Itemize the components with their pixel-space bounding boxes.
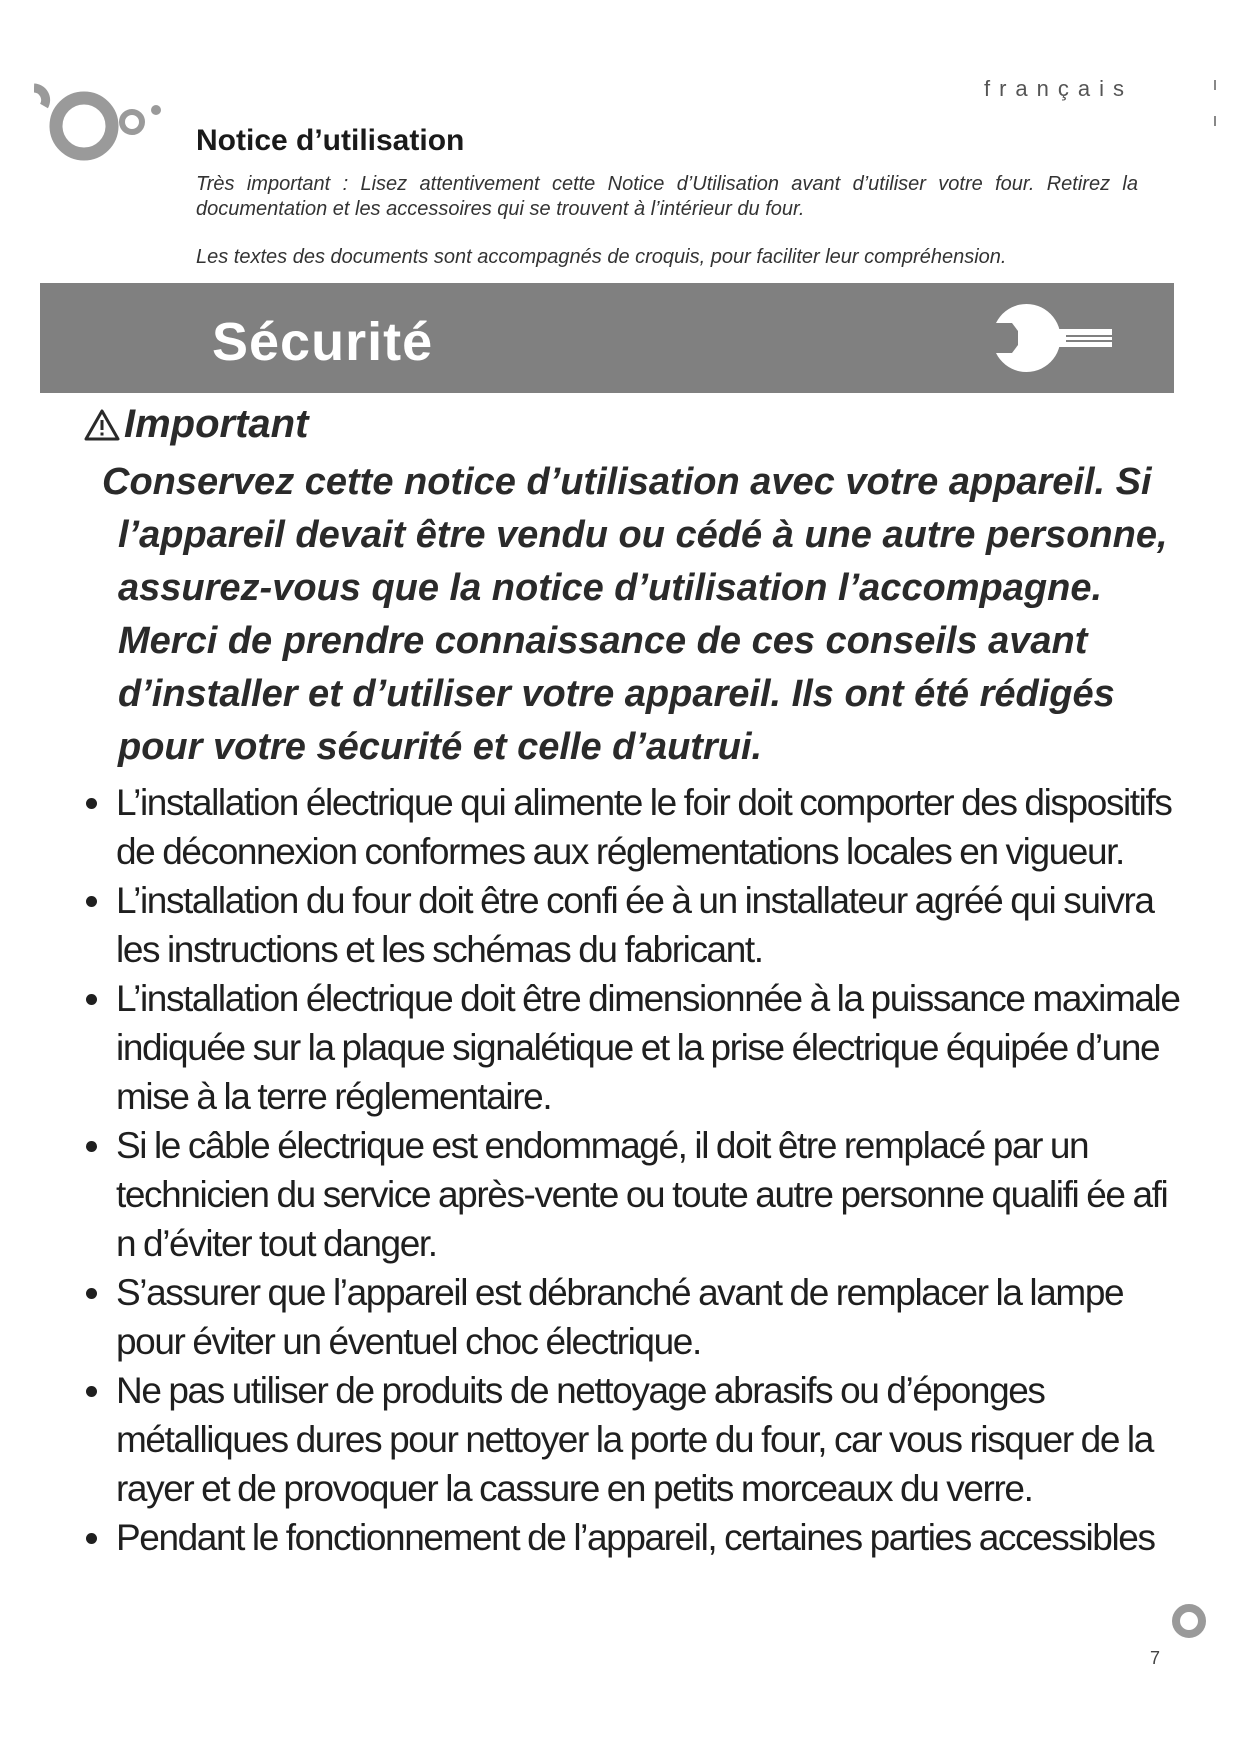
notice-note: Les textes des documents sont accompagnés de croquis, pour faciliter leur compréhension. xyxy=(196,246,1007,268)
important-heading xyxy=(84,402,308,447)
important-line: l’appareil devait être vendu ou cédé à une autre personne, xyxy=(118,514,1168,556)
notice-title: Notice d’utilisation xyxy=(196,124,465,157)
important-paragraph xyxy=(102,456,1168,774)
list-item: Ne pas utiliser de produits de nettoyage abrasifs ou d’éponges métalliques dures pour nettoyer la porte du four, car vous risquer de la rayer et de provoquer la cassure en petits morceaux du verre. xyxy=(84,1366,1184,1513)
list-item: Si le câble électrique est endommagé, il doit être remplacé par un technicien du service après-vente ou toute autre personne qualifi ée afi n d’éviter tout danger. xyxy=(84,1121,1184,1268)
list-item: L’installation électrique qui alimente le foir doit comporter des dispositifs de déconnexion conformes aux réglementations locales en vigueur. xyxy=(84,778,1184,876)
wrench-icon xyxy=(988,303,1118,373)
important-line: assurez-vous que la notice d’utilisation l’accompagne. xyxy=(118,567,1103,609)
important-line: d’installer et d’utiliser votre appareil. Ils ont été rédigés xyxy=(118,673,1115,715)
list-item: L’installation du four doit être confi ée à un installateur agréé qui suivra les instructions et les schémas du fabricant. xyxy=(84,876,1184,974)
warning-triangle-icon xyxy=(84,409,120,441)
list-item: S’assurer que l’appareil est débranché avant de remplacer la lampe pour éviter un éventuel choc électrique. xyxy=(84,1268,1184,1366)
language-label: français xyxy=(983,76,1133,101)
brand-circle-icon xyxy=(1170,1602,1208,1640)
list-item: L’installation électrique doit être dimensionnée à la puissance maximale indiquée sur la plaque signalétique et la prise électrique équipée d’une mise à la terre réglementaire. xyxy=(84,974,1184,1121)
important-label: Important xyxy=(124,402,309,446)
page-edge-marks xyxy=(1213,80,1217,130)
safety-bullet-list xyxy=(84,778,1184,1562)
page-number: 7 xyxy=(1150,1648,1161,1668)
list-item: Pendant le fonctionnement de l’appareil, certaines parties accessibles xyxy=(84,1513,1184,1562)
important-line: Conservez cette notice d’utilisation avec votre appareil. Si xyxy=(102,461,1152,503)
notice-body: Très important : Lisez attentivement cette Notice d’Utilisation avant d’utiliser votre four. Retirez la documentation et les accessoires qui se trouvent à l’intérieur du four. xyxy=(196,173,1138,220)
important-line: pour votre sécurité et celle d’autrui. xyxy=(118,726,763,768)
brand-circles-icon xyxy=(34,78,164,178)
important-line: Merci de prendre connaissance de ces conseils avant xyxy=(118,620,1088,662)
section-banner xyxy=(40,283,1174,393)
section-title: Sécurité xyxy=(212,312,434,372)
